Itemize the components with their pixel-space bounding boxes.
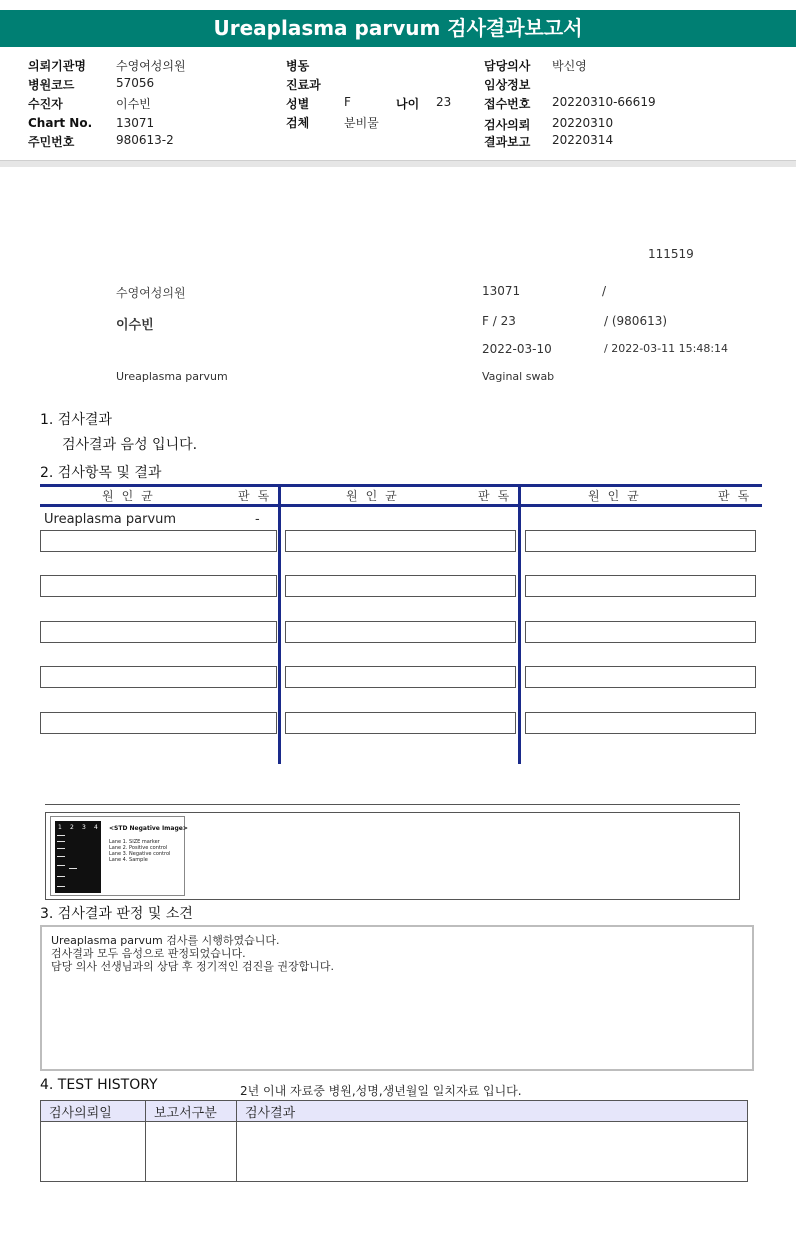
header-value-sex: F — [344, 95, 351, 109]
lane-number: 4 — [94, 824, 98, 831]
header-label-institution: 의뢰기관명 — [28, 59, 86, 73]
section1-result: 검사결과 음성 입니다. — [62, 437, 198, 453]
empty-cell — [285, 575, 516, 597]
gel-band — [57, 876, 65, 877]
header-label-ward: 병동 — [286, 59, 310, 73]
header-label-doctor: 담당의사 — [484, 59, 531, 73]
col-header-judgment-3: 판독 — [718, 489, 758, 503]
gel-legend-item: Lane 4. Sample — [109, 857, 148, 863]
empty-cell — [525, 530, 756, 552]
empty-cell — [40, 666, 277, 688]
item-name: Ureaplasma parvum — [44, 512, 177, 527]
opinion-line: 검사결과 모두 음성으로 판정되었습니다. — [51, 947, 246, 960]
header-label-id: 주민번호 — [28, 135, 75, 149]
header-value-age: 23 — [436, 95, 452, 109]
header-label-request: 검사의뢰 — [484, 118, 531, 132]
lane-number: 3 — [82, 824, 86, 831]
header-value-request: 20220310 — [552, 116, 614, 130]
header-value-result-report: 20220314 — [552, 133, 614, 147]
header-value-chart: 13071 — [116, 116, 155, 130]
report-chart: 13071 — [482, 284, 521, 298]
empty-cell — [40, 712, 277, 734]
col-header-pathogen-2: 원인균 — [346, 489, 405, 503]
lane-number: 2 — [70, 824, 74, 831]
empty-cell — [40, 575, 277, 597]
opinion-line: 담당 의사 선생님과의 상담 후 정기적인 검진을 권장합니다. — [51, 960, 334, 973]
report-datetime: / 2022-03-11 15:48:14 — [604, 342, 729, 355]
report-clinic: 수영여성의원 — [116, 286, 186, 300]
history-col-result: 검사결과 — [237, 1101, 748, 1122]
gel-title: <STD Negative Image> — [109, 825, 188, 832]
gel-band — [57, 848, 65, 849]
header-value-institution: 수영여성의원 — [116, 59, 186, 73]
section4-title: 4. TEST HISTORY — [40, 1077, 158, 1093]
report-request-date: 2022-03-10 — [482, 342, 552, 356]
header-value-specimen: 분비물 — [344, 116, 379, 130]
history-cell — [237, 1122, 748, 1182]
gel-picture — [55, 821, 101, 893]
empty-cell — [525, 712, 756, 734]
gel-legend-item: Lane 3. Negative control — [109, 851, 171, 857]
empty-cell — [40, 530, 277, 552]
gel-band — [69, 868, 77, 869]
gel-legend-item: Lane 2. Positive control — [109, 845, 168, 851]
empty-cell — [525, 621, 756, 643]
report-slash: / — [602, 284, 607, 298]
header-divider — [0, 160, 796, 167]
report-patient-name: 이수빈 — [116, 318, 154, 333]
empty-cell — [525, 575, 756, 597]
gel-band — [57, 841, 65, 842]
header-label-receipt: 접수번호 — [484, 97, 531, 111]
column-divider-2 — [518, 486, 521, 764]
image-divider — [45, 804, 740, 805]
report-dob: / (980613) — [604, 314, 668, 328]
empty-cell — [40, 621, 277, 643]
gel-band — [57, 886, 65, 887]
section2-title: 2. 검사항목 및 결과 — [40, 465, 162, 481]
history-table — [40, 1100, 748, 1182]
history-col-report-type: 보고서구분 — [146, 1101, 237, 1122]
history-cell — [41, 1122, 146, 1182]
empty-cell — [285, 712, 516, 734]
gel-band — [57, 856, 65, 857]
col-header-judgment-1: 판독 — [238, 489, 278, 503]
col-header-pathogen-3: 원인균 — [588, 489, 647, 503]
header-label-clinical: 임상정보 — [484, 78, 531, 92]
section1-title: 1. 검사결과 — [40, 412, 112, 428]
col-header-pathogen-1: 원인균 — [102, 489, 161, 503]
header-label-hospital-code: 병원코드 — [28, 78, 75, 92]
header-label-chart: Chart No. — [28, 116, 93, 130]
header-label-sex: 성별 — [286, 97, 310, 111]
column-divider-1 — [278, 486, 281, 764]
header-value-patient: 이수빈 — [116, 97, 151, 111]
header-value-receipt: 20220310-66619 — [552, 95, 656, 109]
gel-band — [57, 835, 65, 836]
section4-note: 2년 이내 자료중 병원,성명,생년월일 일치자료 입니다. — [240, 1084, 522, 1098]
empty-cell — [285, 621, 516, 643]
header-label-specimen: 검체 — [286, 116, 310, 130]
header-value-hospital-code: 57056 — [116, 76, 155, 90]
report-number: 111519 — [648, 247, 694, 261]
report-sex-age: F / 23 — [482, 314, 516, 328]
empty-cell — [285, 530, 516, 552]
gel-band — [57, 865, 65, 866]
report-specimen-type: Vaginal swab — [482, 370, 555, 383]
history-cell — [146, 1122, 237, 1182]
header-label-result-report: 결과보고 — [484, 135, 531, 149]
empty-cell — [285, 666, 516, 688]
item-result: - — [255, 512, 260, 527]
header-label-patient: 수진자 — [28, 97, 63, 111]
header-label-age: 나이 — [396, 97, 420, 111]
empty-cell — [525, 666, 756, 688]
lane-number: 1 — [58, 824, 62, 831]
opinion-line: Ureaplasma parvum 검사를 시행하였습니다. — [51, 934, 280, 947]
report-title: Ureaplasma parvum 검사결과보고서 — [0, 10, 796, 47]
header-value-id: 980613-2 — [116, 133, 174, 147]
header-value-doctor: 박신영 — [552, 59, 587, 73]
table-header-rule — [40, 504, 762, 507]
report-test-name: Ureaplasma parvum — [116, 370, 228, 383]
header-label-dept: 진료과 — [286, 78, 321, 92]
col-header-judgment-2: 판독 — [478, 489, 518, 503]
history-col-request-date: 검사의뢰일 — [41, 1101, 146, 1122]
gel-image — [50, 816, 188, 896]
gel-legend-item: Lane 1. SIZE marker — [109, 839, 160, 845]
section3-title: 3. 검사결과 판정 및 소견 — [40, 906, 193, 922]
opinion-box — [40, 925, 754, 1071]
